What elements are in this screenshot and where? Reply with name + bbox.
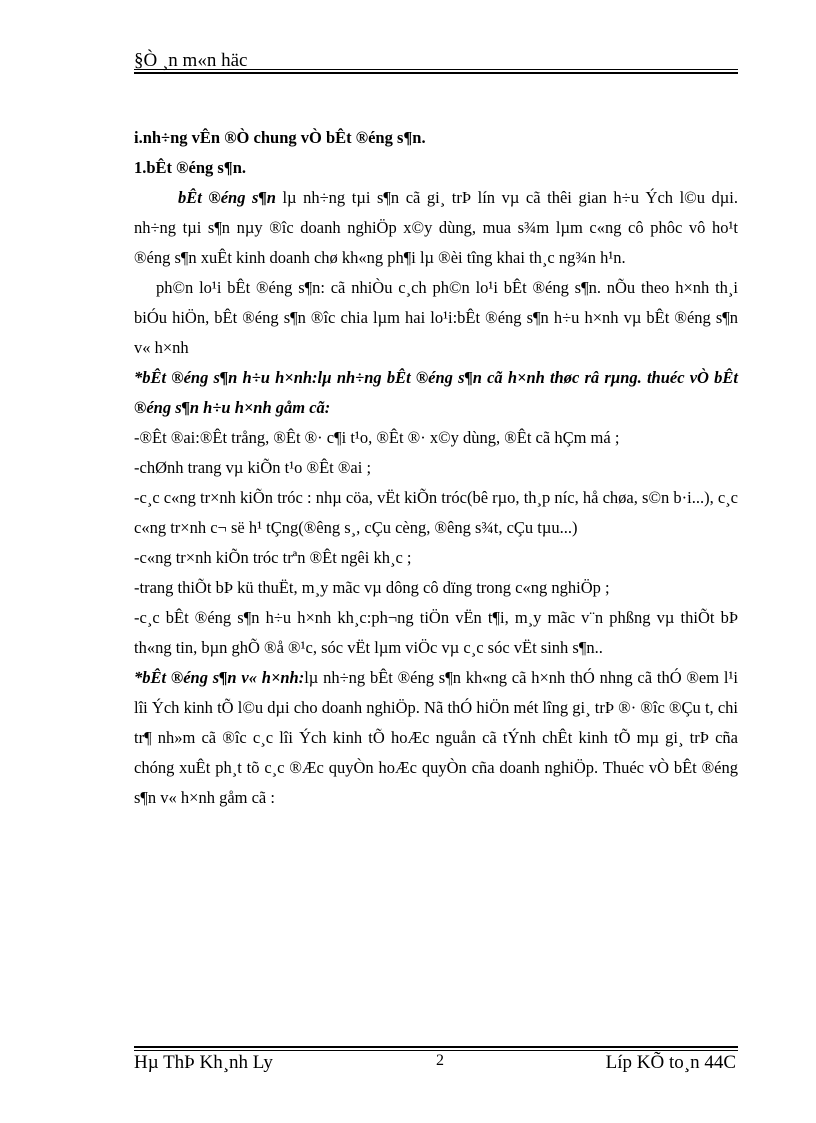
page-number: 2 [436, 1052, 444, 1069]
document-body [134, 123, 738, 813]
defined-term: bÊt ®éng s¶n [178, 188, 276, 207]
list-item: -c¸c c«ng tr×nh kiÕn tróc : nhµ cöa, vËt kiÕn tróc(bê rµo, th¸p níc, hå chøa, s©n b·i...), c¸c c«ng tr×nh c¬ së h¹ tÇng(®êng s¸, cÇu cèng, ®êng s¾t, cÇu tµu...) [134, 488, 738, 537]
paragraph-definition [134, 183, 738, 273]
footer-class: Líp KÕ to¸n 44C [605, 1052, 736, 1073]
document-header-title: §Ò ¸n m«n häc [134, 50, 248, 71]
section-heading: i.nh÷ng vÊn ®Ò chung vÒ bÊt ®éng s¶n. [134, 128, 426, 147]
list-item: -c¸c bÊt ®éng s¶n h÷u h×nh kh¸c:ph¬ng tiÖn vËn t¶i, m¸y mãc v¨n phßng vµ thiÕt bÞ th«ng tin, bµn ghÕ ®å ®¹c, sóc vËt lµm viÖc vµ c¸c sóc vËt sinh s¶n.. [134, 608, 738, 657]
header-rule [134, 69, 738, 70]
list-item: -chØnh trang vµ kiÕn t¹o ®Êt ®ai ; [134, 458, 372, 477]
list-item: -trang thiÕt bÞ kü thuËt, m¸y mãc vµ dông cô dïng trong c«ng nghiÖp ; [134, 578, 610, 597]
list-item: -®Êt ®ai:®Êt trång, ®Êt ®· c¶i t¹o, ®Êt ®· x©y dùng, ®Êt cã hÇm má ; [134, 428, 620, 447]
intangible-text: lµ nh÷ng bÊt ®éng s¶n kh«ng cã h×nh thÓ nhng cã thÓ ®em l¹i lîi Ých kinh tÕ l©u dµi cho doanh nghiÖp. Nã thÓ hiÖn mét lîng gi¸ trÞ ®· ®îc ®Çu t, chi tr¶ nh»m cã ®îc c¸c lîi Ých kinh tÕ hoÆc nguån cã tÝnh chÊt kinh tÕ mµ gi¸ trÞ cña chóng xuÊt ph¸t tõ c¸c ®Æc quyÒn hoÆc quyÒn cña doanh nghiÖp. Thuéc vÒ bÊt ®éng s¶n v« h×nh gåm cã : [134, 668, 739, 807]
paragraph-classification: ph©n lo¹i bÊt ®éng s¶n: cã nhiÒu c¸ch ph©n lo¹i bÊt ®éng s¶n. nÕu theo h×nh th¸i biÓu hiÖn, bÊt ®éng s¶n ®îc chia lµm hai lo¹i:bÊt ®éng s¶n h÷u h×nh vµ bÊt ®éng s¶n v« h×nh [134, 278, 738, 357]
subsection-heading: 1.bÊt ®éng s¶n. [134, 158, 247, 177]
paragraph-tangible-heading: *bÊt ®éng s¶n h÷u h×nh:lµ nh÷ng bÊt ®éng s¶n cã h×nh thøc râ rµng. thuéc vÒ bÊt ®éng s¶n h÷u h×nh gåm cã: [134, 368, 738, 417]
footer-rule-thick [134, 1046, 738, 1048]
footer-author: Hµ ThÞ Kh¸nh Ly [134, 1052, 273, 1073]
definition-text: lµ nh÷ng tµi s¶n cã gi¸ trÞ lín vµ cã thêi gian h÷u Ých l©u dµi. nh÷ng tµi s¶n nµy ®îc doanh nghiÖp x©y dùng, mua s¾m lµm c«ng cô phôc vô ho¹t ®éng s¶n xuÊt kinh doanh chø kh«ng ph¶i lµ ®èi tîng khai th¸c ng¾n h¹n. [134, 188, 739, 267]
list-item: -c«ng tr×nh kiÕn tróc trªn ®Êt ngêi kh¸c ; [134, 548, 412, 567]
header-rule-thick [134, 72, 738, 74]
paragraph-intangible [134, 663, 738, 813]
intangible-term: *bÊt ®éng s¶n v« h×nh: [134, 668, 305, 687]
footer-rule [134, 1050, 738, 1051]
